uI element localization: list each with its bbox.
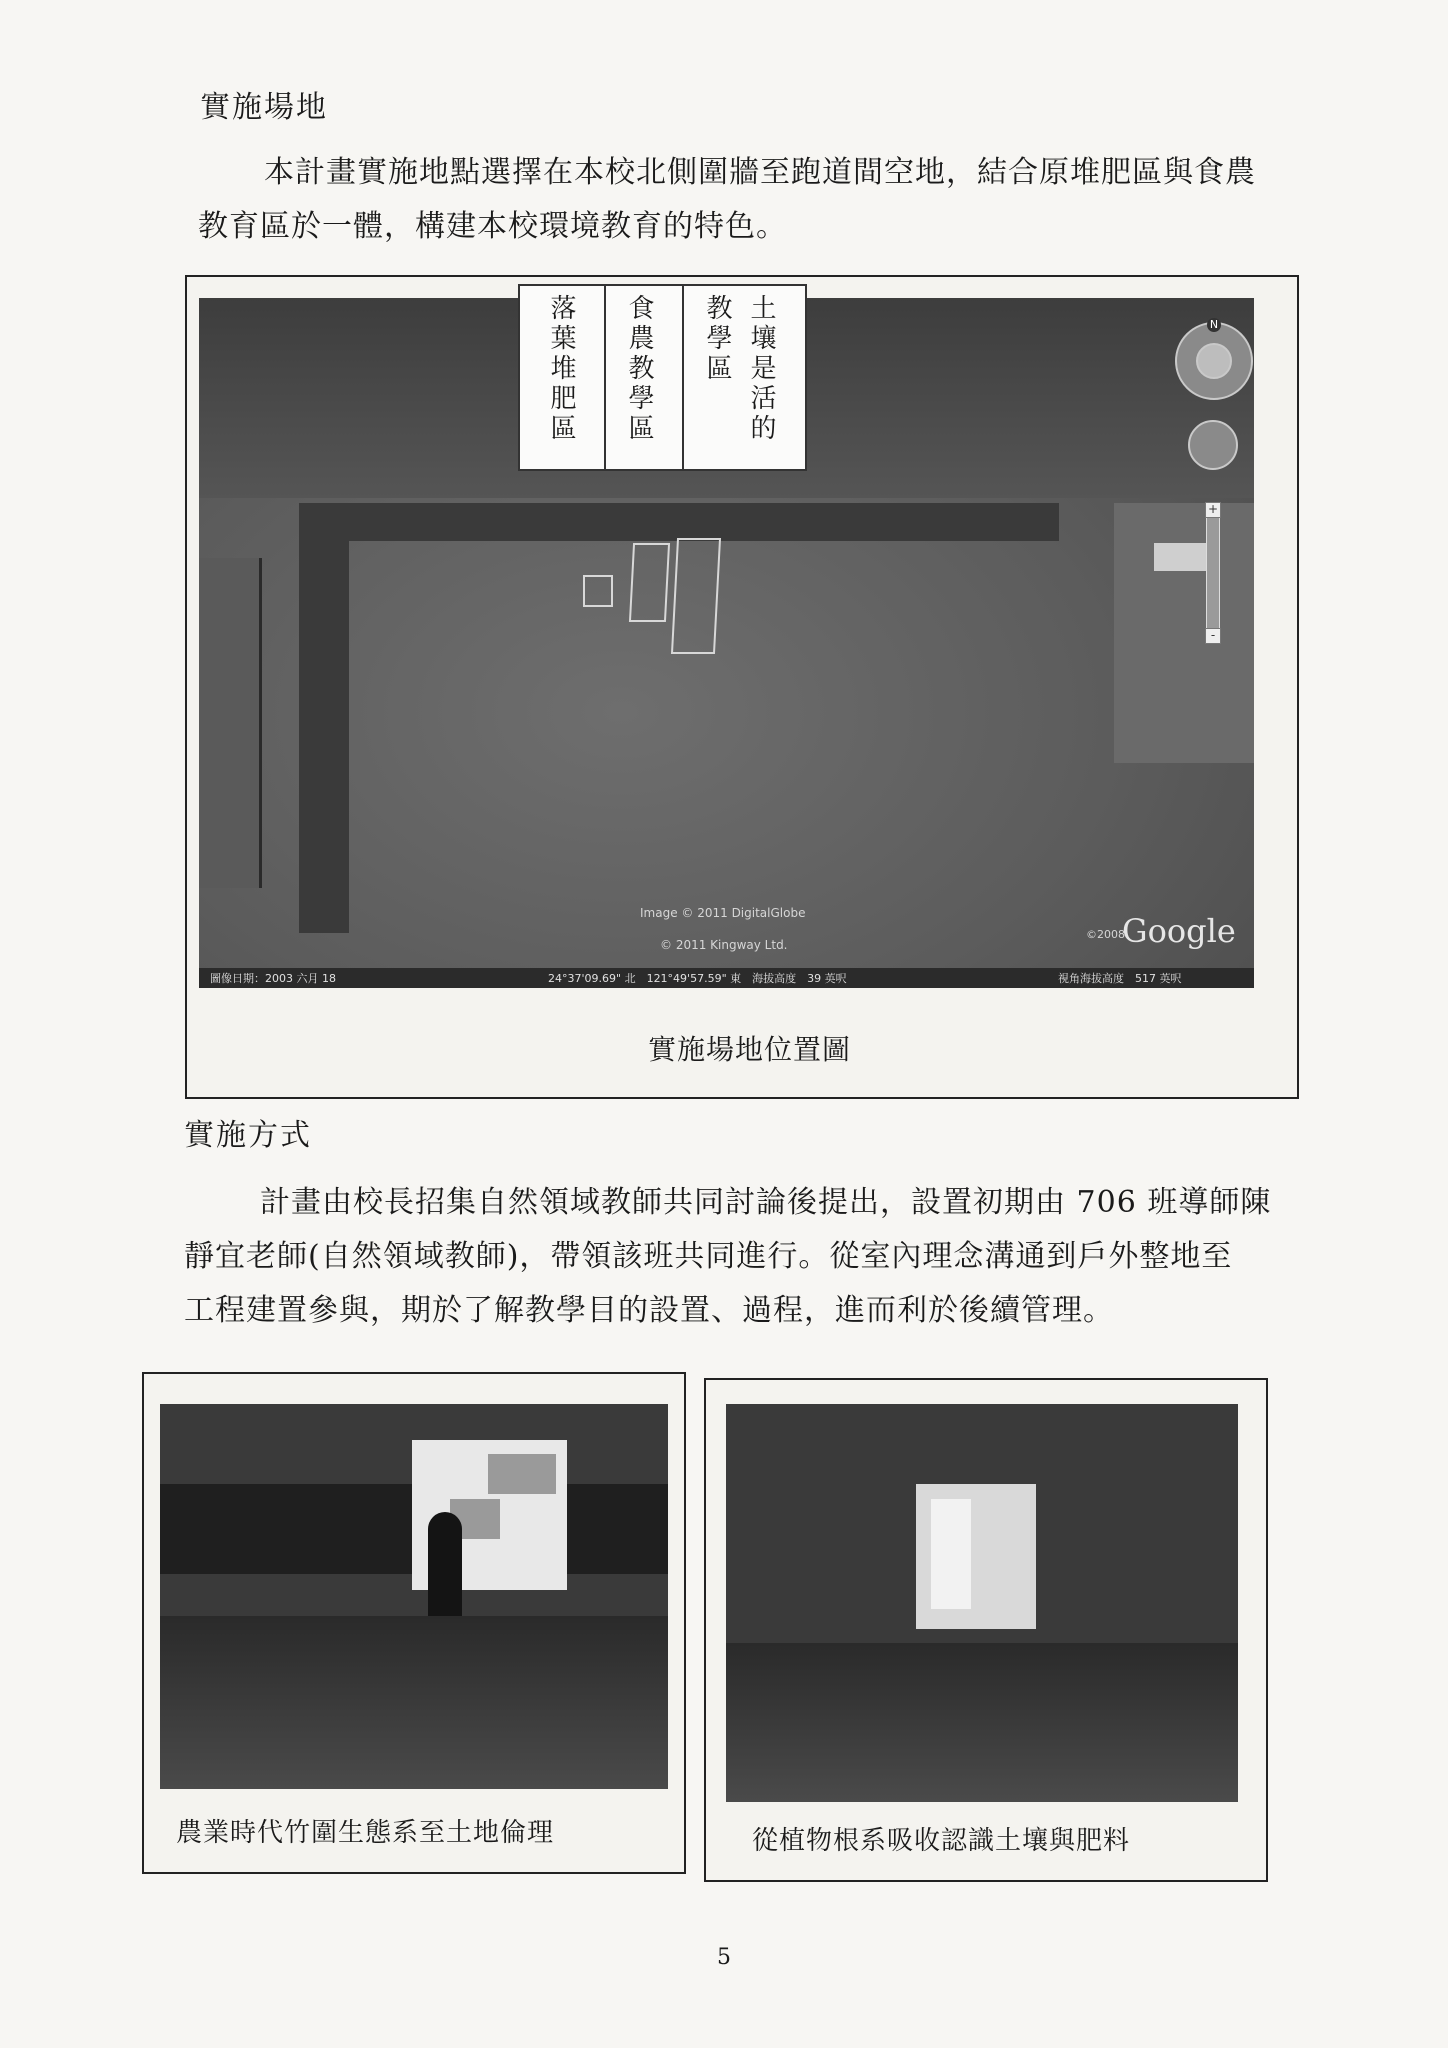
photo-caption-2: 從植物根系吸收認識土壤與肥料: [752, 1826, 1131, 1856]
page-number: 5: [717, 1945, 731, 1970]
zoom-slider[interactable]: [1206, 502, 1220, 644]
google-logo: Google: [1122, 912, 1236, 950]
paragraph-line: 計畫由校長招集自然領域教師共同討論後提出，設置初期由 706 班導師陳: [260, 1185, 1272, 1220]
venue-paragraph: [198, 146, 1428, 254]
classroom-photo-2: [726, 1404, 1238, 1802]
section-heading-method: 實施方式: [184, 1118, 312, 1153]
legend-label-teaching-area: 教學區: [702, 294, 732, 384]
eye-icon: [1196, 343, 1232, 379]
photo-caption-1: 農業時代竹圍生態系至土地倫理: [176, 1818, 555, 1848]
eye-altitude: 視角海拔高度 517 英呎: [1058, 972, 1182, 985]
legend-label-soil-alive: 土壤是活的: [746, 294, 776, 444]
legend-label-compost: 落葉堆肥區: [546, 294, 576, 444]
zoom-in-button[interactable]: +: [1205, 502, 1221, 518]
imagery-date: 圖像日期：2003 六月 18: [210, 972, 336, 985]
classroom-photo-1: [160, 1404, 668, 1789]
plot-food-farming-outline: [629, 543, 670, 622]
plot-soil-outline: [671, 538, 721, 654]
paragraph-line: 教育區於一體，構建本校環境教育的特色。: [198, 209, 787, 244]
map-legend-box: [518, 284, 807, 471]
paragraph-line: 靜宜老師(自然領域教師)，帶領該班共同進行。從室內理念溝通到戶外整地至: [184, 1239, 1233, 1274]
legend-label-food-farming: 食農教學區: [624, 294, 654, 444]
google-year: ©2008: [1086, 928, 1125, 941]
section-heading-venue: 實施場地: [200, 90, 328, 125]
paragraph-line: 本計畫實施地點選擇在本校北側圍牆至跑道間空地，結合原堆肥區與食農: [264, 155, 1256, 190]
compass-north-label: N: [1207, 318, 1221, 332]
method-paragraph: [184, 1176, 1434, 1338]
paragraph-line: 工程建置參與，期於了解教學目的設置、過程，進而利於後續管理。: [184, 1293, 1114, 1328]
map-attribution-line1: Image © 2011 DigitalGlobe: [640, 906, 806, 920]
zoom-out-button[interactable]: -: [1205, 628, 1221, 644]
pan-control-icon[interactable]: [1188, 420, 1238, 470]
plot-compost-outline: [583, 575, 613, 607]
map-attribution-line2: © 2011 Kingway Ltd.: [660, 938, 788, 952]
pointer-coordinates: 24°37'09.69" 北 121°49'57.59" 東 海拔高度 39 英呎: [548, 972, 847, 985]
map-caption: 實施場地位置圖: [648, 1033, 852, 1066]
